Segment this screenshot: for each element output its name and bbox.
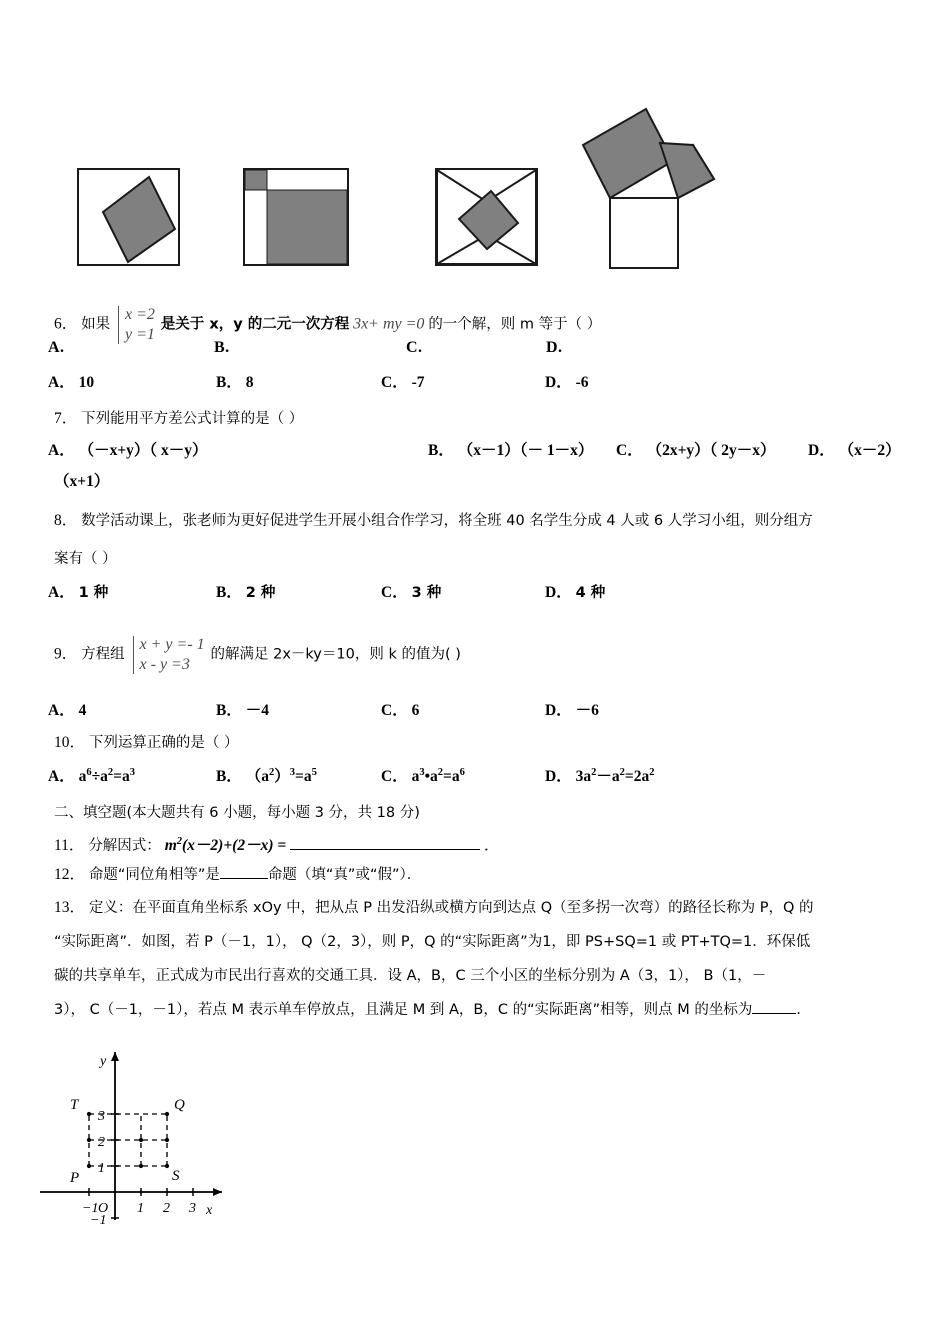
- q9-option-c[interactable]: [381, 698, 419, 720]
- question-13-line3: [54, 963, 766, 989]
- q8-number: 8．: [54, 512, 78, 529]
- q12-answer-blank[interactable]: [220, 864, 268, 879]
- y-axis-label: y: [100, 1054, 107, 1069]
- q7-option-d[interactable]: [808, 438, 901, 460]
- tilted-square-in-square-icon: [76, 167, 181, 267]
- q12-text-after: 命题（填“真”或“假”）．: [267, 867, 422, 883]
- q8-option-c-label: C．: [381, 584, 408, 601]
- q9-option-c-label: C．: [381, 702, 408, 719]
- q7-option-b[interactable]: [428, 438, 593, 460]
- q9-number: 9．: [54, 645, 78, 663]
- q9-system-row-2: x - y =3: [139, 656, 190, 673]
- q6-option-a-label: A．: [48, 374, 75, 391]
- q9-option-d-text: －6: [575, 702, 599, 719]
- point-label-S: S: [172, 1168, 180, 1184]
- q10-option-a-text: $a^6\div a^2=a^3$: [78, 766, 135, 785]
- q12-number: 12．: [54, 866, 86, 883]
- q6-tail: 的一个解，则 m 等于（ ）: [428, 316, 602, 333]
- q7-option-b-text: （x－1）（－ 1－x）: [457, 442, 594, 459]
- q7-option-b-label: B．: [428, 442, 454, 459]
- q8-option-a-text: 1 种: [78, 585, 109, 601]
- question-7-options-wrap: [54, 469, 109, 495]
- q9-option-a-text: 4: [78, 702, 87, 719]
- q7-option-a-text: （－x+y）（ x－y）: [78, 442, 208, 459]
- q9-option-d[interactable]: [545, 698, 599, 720]
- q10-option-b-label: B．: [216, 768, 242, 785]
- q8-stem-line2: 案有（ ）: [54, 551, 117, 567]
- ytick-2: 2: [98, 1135, 105, 1150]
- question-13-line4: [54, 997, 811, 1023]
- origin-label: O: [98, 1201, 109, 1216]
- x-axis-arrow: [213, 1188, 222, 1196]
- section-2-heading: [54, 800, 420, 826]
- q8-option-b[interactable]: [216, 580, 275, 602]
- q6-option-c-label: C．: [381, 374, 408, 391]
- coordinate-plane-svg: [10, 1032, 260, 1232]
- q10-option-d-text: $3a^2-a^2=2a^2$: [575, 766, 655, 785]
- q6-system-row-2: y =1: [125, 326, 155, 343]
- q10-option-c-label: C．: [381, 768, 408, 785]
- ytick-3: 3: [98, 1109, 105, 1124]
- q6-option-b-label: B．: [216, 374, 242, 391]
- pinwheel-square-in-square-icon: [434, 167, 539, 267]
- q10-option-c-text: $a^3•a^2=a^6$: [411, 766, 465, 785]
- q6-lead: 如果: [81, 316, 111, 333]
- q11-period: ．: [483, 837, 500, 855]
- q6-option-b[interactable]: [216, 370, 253, 392]
- q7-option-d-label: D．: [808, 442, 835, 459]
- q9-option-b-text: －4: [245, 702, 269, 719]
- y-axis-arrow: [111, 1052, 119, 1061]
- x-axis-label: x: [206, 1203, 213, 1218]
- q13-answer-blank[interactable]: [752, 999, 796, 1014]
- q7-option-a[interactable]: [48, 438, 208, 460]
- axes: [40, 1052, 222, 1220]
- q7-option-a-label: A．: [48, 442, 75, 459]
- q6-option-c[interactable]: [381, 370, 425, 392]
- q9-option-a-label: A．: [48, 702, 75, 719]
- q10-option-d[interactable]: [545, 764, 654, 786]
- q6-system-row-1: x =2: [125, 306, 155, 323]
- q12-text-before: 命题“同位角相等”是: [88, 867, 220, 883]
- q11-number: 11．: [54, 837, 85, 855]
- q11-expression: $m^2(x-2)+(2-x)$ =: [164, 836, 287, 855]
- q6-equation: 3x+ my =0: [353, 315, 425, 333]
- tick-labels: [82, 1054, 213, 1228]
- q6-option-c-text: -7: [411, 374, 425, 391]
- q6-option-a[interactable]: [48, 370, 94, 392]
- section-2-heading-text: 二、填空题(本大题共有 6 小题，每小题 3 分，共 18 分): [54, 805, 420, 821]
- q13-line2: “实际距离”．如图，若 P（－1，1）， Q（2，3），则 P，Q 的“实际距离”为1，即 PS+SQ=1 或 PT+TQ=1．环保低: [54, 934, 811, 950]
- q10-option-b-text: $(a^2)^3=a^5$: [245, 766, 317, 785]
- q9-option-b-label: B．: [216, 702, 242, 719]
- point-label-P: P: [70, 1170, 80, 1186]
- ytick--1: −1: [90, 1213, 107, 1228]
- q11-label: 分解因式：: [88, 838, 161, 855]
- point-label-Q: Q: [174, 1097, 185, 1113]
- figure-option-c-label: C.: [406, 339, 423, 356]
- question-11: [54, 829, 499, 859]
- q13-line4-before: 3）， C（－1，－1），若点 M 表示单车停放点，且满足 M 到 A，B，C 的“实际距离”相等，则点 M 的坐标为: [54, 1002, 753, 1018]
- q10-option-d-label: D．: [545, 768, 572, 785]
- q8-option-a-label: A．: [48, 584, 75, 601]
- q7-number: 7．: [54, 410, 78, 427]
- q11-answer-blank[interactable]: [290, 835, 480, 850]
- question-13-coordinate-graph: [10, 1032, 260, 1237]
- q8-option-b-text: 2 种: [245, 585, 276, 601]
- two-gray-rectangles-in-square-icon: [242, 167, 350, 267]
- question-12: [54, 862, 421, 888]
- q6-mid: 是关于 x，y 的二元一次方程: [160, 316, 350, 333]
- q9-option-a[interactable]: [48, 698, 86, 720]
- pythagorean-three-squares-icon: [574, 103, 722, 275]
- q7-stem: 下列能用平方差公式计算的是（ ）: [81, 411, 304, 427]
- q10-number: 10．: [54, 734, 86, 751]
- question-8-line1: [54, 508, 813, 534]
- question-7: [54, 406, 303, 432]
- q8-option-d-text: 4 种: [575, 585, 606, 601]
- q6-option-d[interactable]: [545, 370, 589, 392]
- q9-tail: 的解满足 2x－ky＝10，则 k 的值为( ): [210, 646, 461, 663]
- xtick-2: 2: [163, 1201, 170, 1216]
- question-9: [54, 635, 461, 675]
- question-13-line2: [54, 929, 810, 955]
- q6-option-b-text: 8: [245, 374, 254, 391]
- figure-option-d-label: D.: [546, 339, 563, 356]
- q8-option-a[interactable]: [48, 580, 108, 602]
- question-6: [54, 305, 601, 345]
- q9-system-row-1: x + y =- 1: [139, 636, 205, 653]
- question-13-line1: [54, 895, 814, 921]
- q8-option-c[interactable]: [381, 580, 441, 602]
- q10-option-c[interactable]: [381, 764, 465, 786]
- xtick--1: −1: [82, 1201, 99, 1216]
- q6-option-d-text: -6: [575, 374, 589, 391]
- xtick-1: 1: [137, 1201, 144, 1216]
- q13-line1: 定义：在平面直角坐标系 xOy 中，把从点 P 出发沿纵或横方向到达点 Q（至多拐一次弯）的路径长称为 P，Q 的: [88, 900, 814, 916]
- q6-number: 6．: [54, 315, 78, 333]
- q10-stem: 下列运算正确的是（ ）: [88, 735, 239, 751]
- q6-option-d-label: D．: [545, 374, 572, 391]
- q7-option-d-wrap: （x+1）: [54, 473, 110, 490]
- q13-number: 13．: [54, 899, 86, 916]
- figure-option-a-label: A.: [48, 339, 65, 356]
- q9-lead: 方程组: [81, 646, 125, 663]
- q10-option-a[interactable]: [48, 764, 135, 786]
- ytick-1: 1: [98, 1161, 105, 1176]
- question-8-line2: [54, 546, 117, 572]
- q9-system: [131, 635, 205, 675]
- q9-option-d-label: D．: [545, 702, 572, 719]
- question-10: [54, 730, 239, 756]
- q7-option-c-label: C．: [616, 442, 643, 459]
- point-label-T: T: [70, 1097, 79, 1113]
- q7-option-c-text: （2x+y）（ 2y－x）: [646, 442, 776, 459]
- q13-line4-after: ．: [796, 1002, 811, 1018]
- figure-option-b-label: B.: [214, 339, 230, 356]
- q6-system: [116, 305, 155, 345]
- xtick-3: 3: [189, 1201, 196, 1216]
- q6-option-a-text: 10: [78, 374, 95, 391]
- q10-option-a-label: A．: [48, 768, 75, 785]
- q9-option-c-text: 6: [411, 702, 420, 719]
- q7-option-c[interactable]: [616, 438, 776, 460]
- q9-option-b[interactable]: [216, 698, 269, 720]
- q7-option-d-text: （x－2）: [838, 442, 901, 459]
- q8-option-d[interactable]: [545, 580, 605, 602]
- q8-option-d-label: D．: [545, 584, 572, 601]
- q10-option-b[interactable]: [216, 764, 317, 786]
- q13-line3: 碳的共享单车，正式成为市民出行喜欢的交通工具．设 A，B，C 三个小区的坐标分别为 A（3，1）， B（1，－: [54, 968, 767, 984]
- q8-stem-line1: 数学活动课上，张老师为更好促进学生开展小组合作学习，将全班 40 名学生分成 4 人或 6 人学习小组，则分组方: [81, 513, 813, 529]
- q8-option-c-text: 3 种: [411, 585, 442, 601]
- q8-option-b-label: B．: [216, 584, 242, 601]
